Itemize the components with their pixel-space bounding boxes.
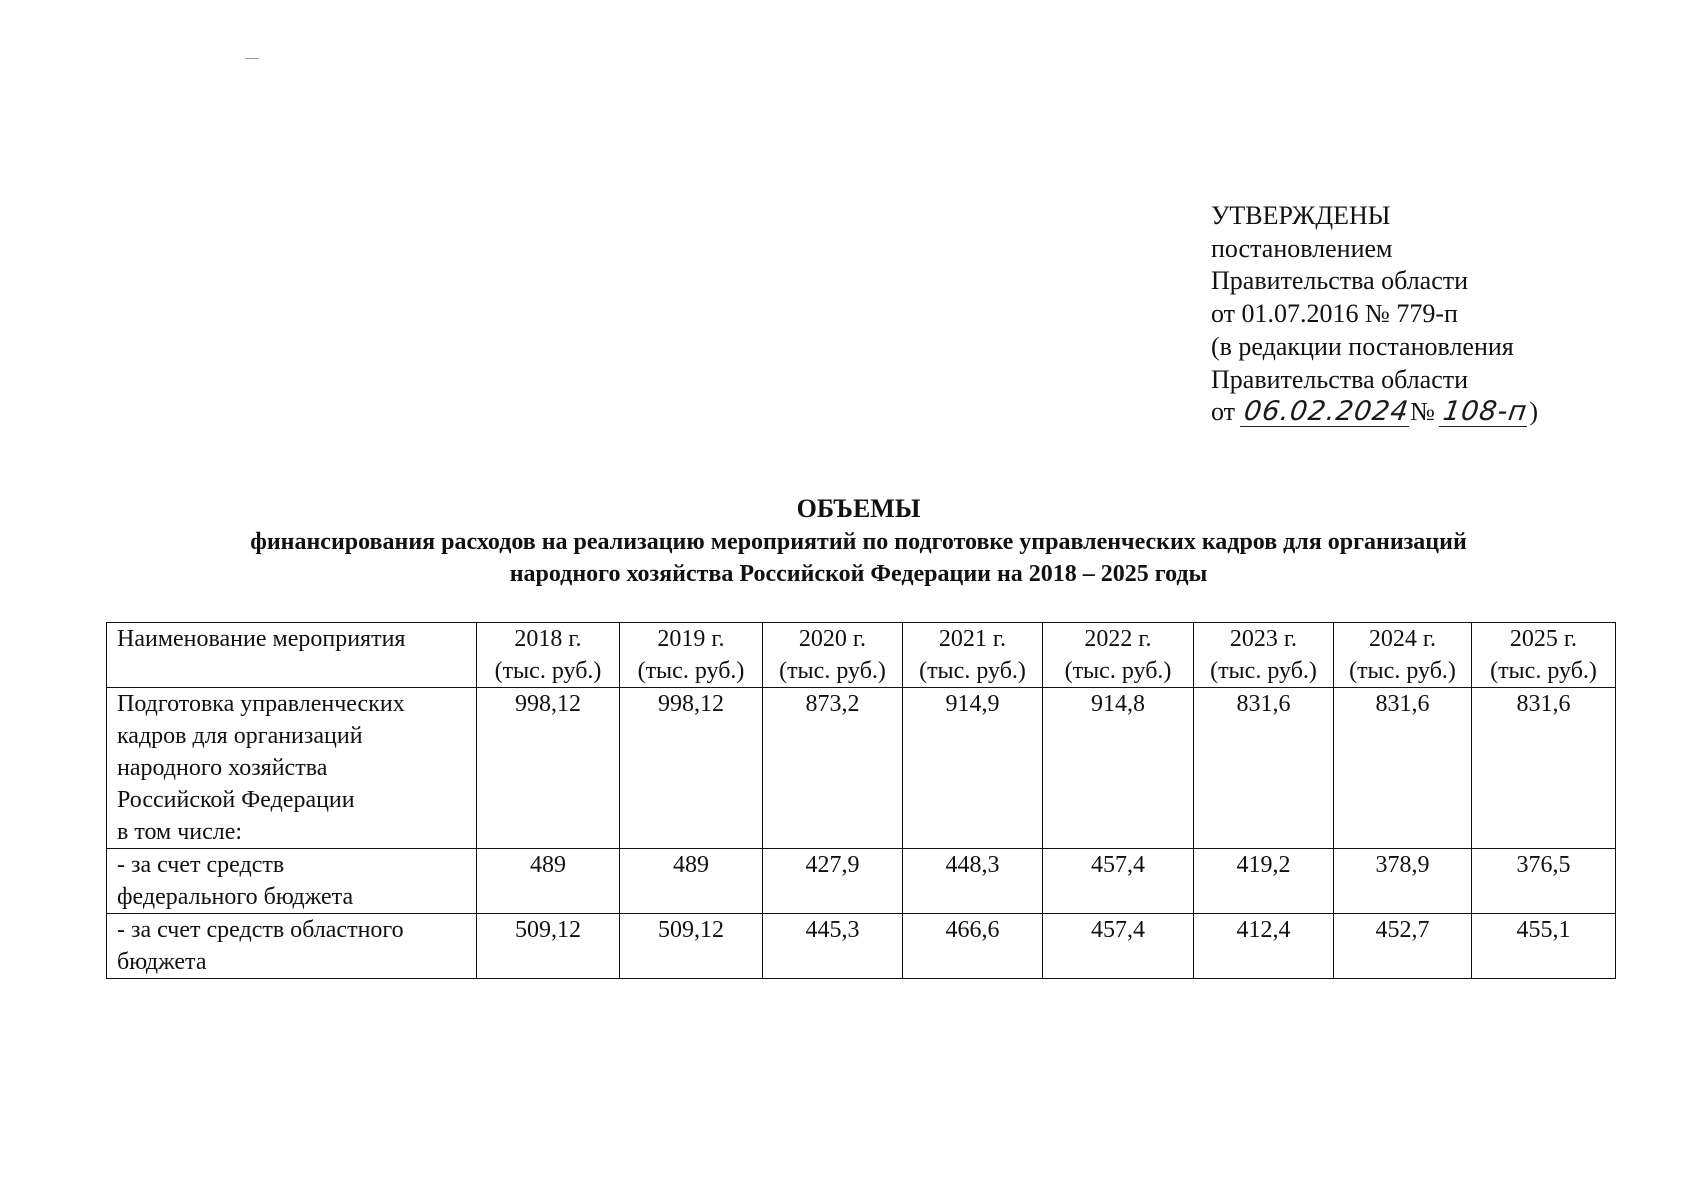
table-header-row (107, 623, 1616, 688)
header-year-cell: 2018 г. (тыс. руб.) (477, 623, 620, 688)
value-cell: 831,6 (1194, 688, 1334, 849)
value-cell: 427,9 (763, 849, 903, 914)
value-cell: 489 (620, 849, 763, 914)
value-cell: 914,8 (1043, 688, 1194, 849)
document-title-block (0, 492, 1697, 590)
value-cell: 489 (477, 849, 620, 914)
value-cell: 998,12 (620, 688, 763, 849)
value-cell: 452,7 (1334, 914, 1472, 979)
header-year-cell: 2025 г. (тыс. руб.) (1472, 623, 1616, 688)
value-cell: 455,1 (1472, 914, 1616, 979)
scan-mark (245, 58, 259, 59)
value-cell: 445,3 (763, 914, 903, 979)
document-title: ОБЪЕМЫ (796, 494, 921, 523)
value-cell: 831,6 (1472, 688, 1616, 849)
value-cell: 914,9 (903, 688, 1043, 849)
row-name-cell: - за счет средств областного бюджета (107, 914, 477, 979)
handwritten-number: 108-п (1441, 396, 1530, 428)
approval-stamp-block (1211, 200, 1538, 429)
approval-from-prefix: от (1211, 397, 1236, 427)
approval-line: Правительства области (1211, 364, 1469, 394)
value-cell: 509,12 (620, 914, 763, 979)
value-cell: 457,4 (1043, 849, 1194, 914)
header-year-cell: 2024 г. (тыс. руб.) (1334, 623, 1472, 688)
row-name-cell: - за счет средств федерального бюджета (107, 849, 477, 914)
financing-table (106, 622, 1616, 979)
header-year-cell: 2019 г. (тыс. руб.) (620, 623, 763, 688)
header-year-cell: 2021 г. (тыс. руб.) (903, 623, 1043, 688)
document-subtitle-line-1: финансирования расходов на реализацию мероприятий по подготовке управленческих кадров для организаций (250, 529, 1467, 555)
approval-last-line (1211, 396, 1538, 429)
document-subtitle-line-2: народного хозяйства Российской Федерации на 2018 – 2025 годы (509, 561, 1208, 587)
number-sign: № (1410, 397, 1435, 427)
table-row (107, 914, 1616, 979)
approval-line: постановлением (1211, 233, 1393, 263)
table-row (107, 849, 1616, 914)
value-cell: 448,3 (903, 849, 1043, 914)
header-name-cell: Наименование мероприятия (107, 623, 477, 688)
table-row (107, 688, 1616, 849)
value-cell: 376,5 (1472, 849, 1616, 914)
value-cell: 378,9 (1334, 849, 1472, 914)
row-name-cell: Подготовка управленческих кадров для организаций народного хозяйства Российской Федерации в том числе: (107, 688, 477, 849)
value-cell: 998,12 (477, 688, 620, 849)
approval-line: Правительства области (1211, 266, 1469, 296)
value-cell: 457,4 (1043, 914, 1194, 979)
header-year-cell: 2020 г. (тыс. руб.) (763, 623, 903, 688)
value-cell: 509,12 (477, 914, 620, 979)
header-year-cell: 2023 г. (тыс. руб.) (1194, 623, 1334, 688)
value-cell: 831,6 (1334, 688, 1472, 849)
approval-line: УТВЕРЖДЕНЫ (1211, 201, 1391, 230)
value-cell: 419,2 (1194, 849, 1334, 914)
value-cell: 466,6 (903, 914, 1043, 979)
value-cell: 873,2 (763, 688, 903, 849)
header-year-cell: 2022 г. (тыс. руб.) (1043, 623, 1194, 688)
approval-line: от 01.07.2016 № 779-п (1211, 299, 1458, 329)
handwritten-date: 06.02.2024 (1241, 396, 1411, 428)
closing-paren: ) (1529, 397, 1539, 427)
approval-line: (в редакции постановления (1211, 331, 1514, 361)
value-cell: 412,4 (1194, 914, 1334, 979)
